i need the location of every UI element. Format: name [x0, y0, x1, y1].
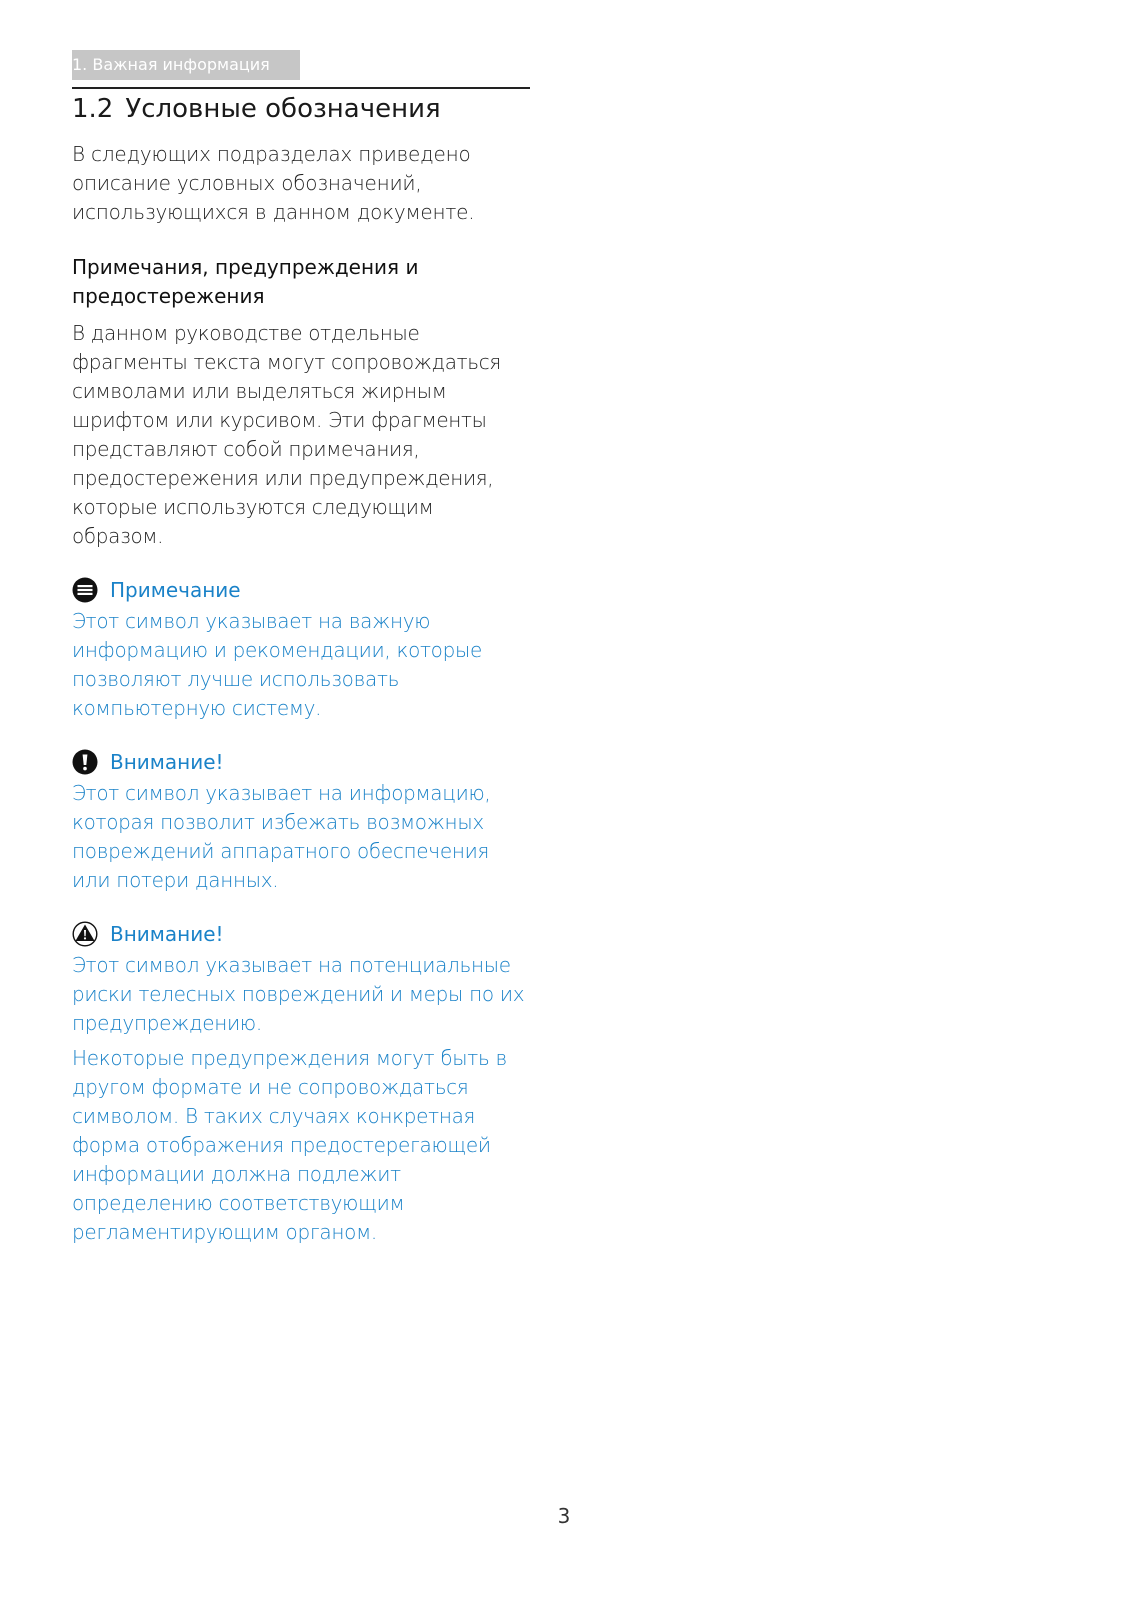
page-number: 3	[557, 1504, 571, 1528]
notice-caution	[72, 747, 530, 895]
notice-caution-title: Внимание!	[110, 750, 224, 774]
notice-warning-header	[72, 919, 530, 949]
chapter-tab: 1. Важная информация	[72, 50, 300, 80]
notice-caution-text: Этот символ указывает на информацию, которая позволит избежать возможных повреждений аппаратного обеспечения или потери данных.	[72, 781, 491, 892]
notice-note	[72, 575, 530, 723]
notice-warning-title: Внимание!	[110, 922, 224, 946]
header-rule	[72, 87, 530, 89]
notice-note-title: Примечание	[110, 578, 241, 602]
page-content	[72, 50, 530, 1247]
subsection-title: Примечания, предупреждения и предостережения	[72, 255, 419, 308]
warning-icon	[72, 921, 98, 947]
extra-warning-text: Некоторые предупреждения могут быть в другом формате и не сопровождаться символом. В таких случаях конкретная форма отображения предостерегающей информации должна подлежит определению соответствующим регламентирующим органом.	[72, 1046, 507, 1244]
notice-note-header	[72, 575, 530, 605]
notice-note-text: Этот символ указывает на важную информацию и рекомендации, которые позволяют лучше использовать компьютерную систему.	[72, 609, 483, 720]
section-title	[72, 92, 530, 126]
notice-warning	[72, 919, 530, 1038]
notice-warning-text: Этот символ указывает на потенциальные риски телесных повреждений и меры по их предупреждению.	[72, 953, 525, 1035]
section-title-text: Условные обозначения	[125, 94, 441, 124]
section-number: 1.2	[72, 94, 114, 124]
notice-caution-header	[72, 747, 530, 777]
caution-icon	[72, 749, 98, 775]
section-intro: В следующих подразделах приведено описание условных обозначений, использующихся в данном документе.	[72, 142, 475, 224]
subsection-body: В данном руководстве отдельные фрагменты текста могут сопровождаться символами или выделяться жирным шрифтом или курсивом. Эти фрагменты представляют собой примечания, предостережения или предупреждения, которые используются следующим образом.	[72, 321, 501, 548]
note-icon	[72, 577, 98, 603]
